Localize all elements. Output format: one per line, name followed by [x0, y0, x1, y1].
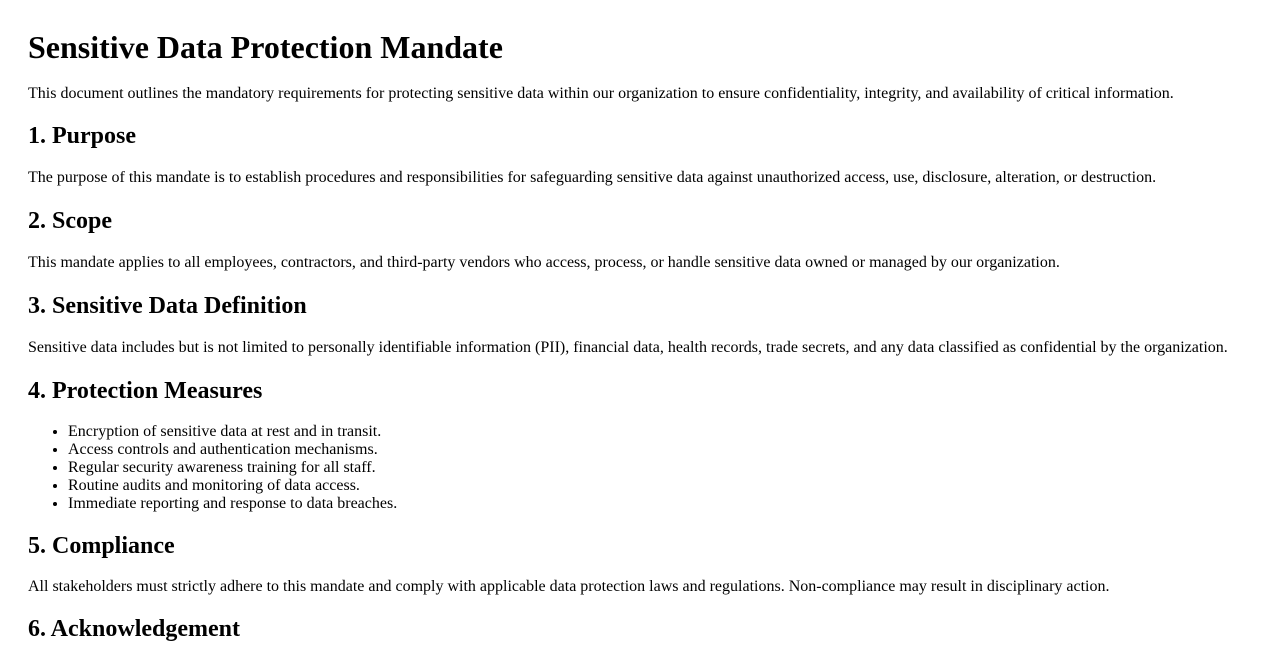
- section-heading-acknowledgement: 6. Acknowledgement: [28, 616, 240, 642]
- protection-measures-list: [28, 423, 1250, 513]
- page-title: Sensitive Data Protection Mandate: [28, 29, 503, 65]
- section-heading-scope: 2. Scope: [28, 208, 112, 234]
- section-text-purpose: The purpose of this mandate is to establish procedures and responsibilities for safeguarding sensitive data against unauthorized access, use, disclosure, alteration, or destruction.: [28, 169, 1157, 186]
- section-text-definition: Sensitive data includes but is not limited to personally identifiable information (PII), financial data, health records, trade secrets, and any data classified as confidential by the organization.: [28, 339, 1228, 356]
- section-text-compliance: All stakeholders must strictly adhere to this mandate and comply with applicable data protection laws and regulations. Non-compliance may result in disciplinary action.: [28, 578, 1110, 595]
- list-item: • Immediate reporting and response to data breaches.: [68, 495, 1250, 513]
- section-text-scope: This mandate applies to all employees, contractors, and third-party vendors who access, process, or handle sensitive data owned or managed by our organization.: [28, 254, 1060, 271]
- list-item: • Encryption of sensitive data at rest and in transit.: [68, 423, 1250, 441]
- list-item: • Access controls and authentication mechanisms.: [68, 441, 1250, 459]
- section-heading-purpose: 1. Purpose: [28, 123, 136, 149]
- section-heading-compliance: 5. Compliance: [28, 533, 175, 559]
- list-item: • Routine audits and monitoring of data access.: [68, 477, 1250, 495]
- intro-paragraph: This document outlines the mandatory requirements for protecting sensitive data within our organization to ensure confidentiality, integrity, and availability of critical information.: [28, 85, 1174, 102]
- section-heading-protection-measures: 4. Protection Measures: [28, 378, 263, 404]
- list-item: • Regular security awareness training for all staff.: [68, 459, 1250, 477]
- section-heading-definition: 3. Sensitive Data Definition: [28, 293, 307, 319]
